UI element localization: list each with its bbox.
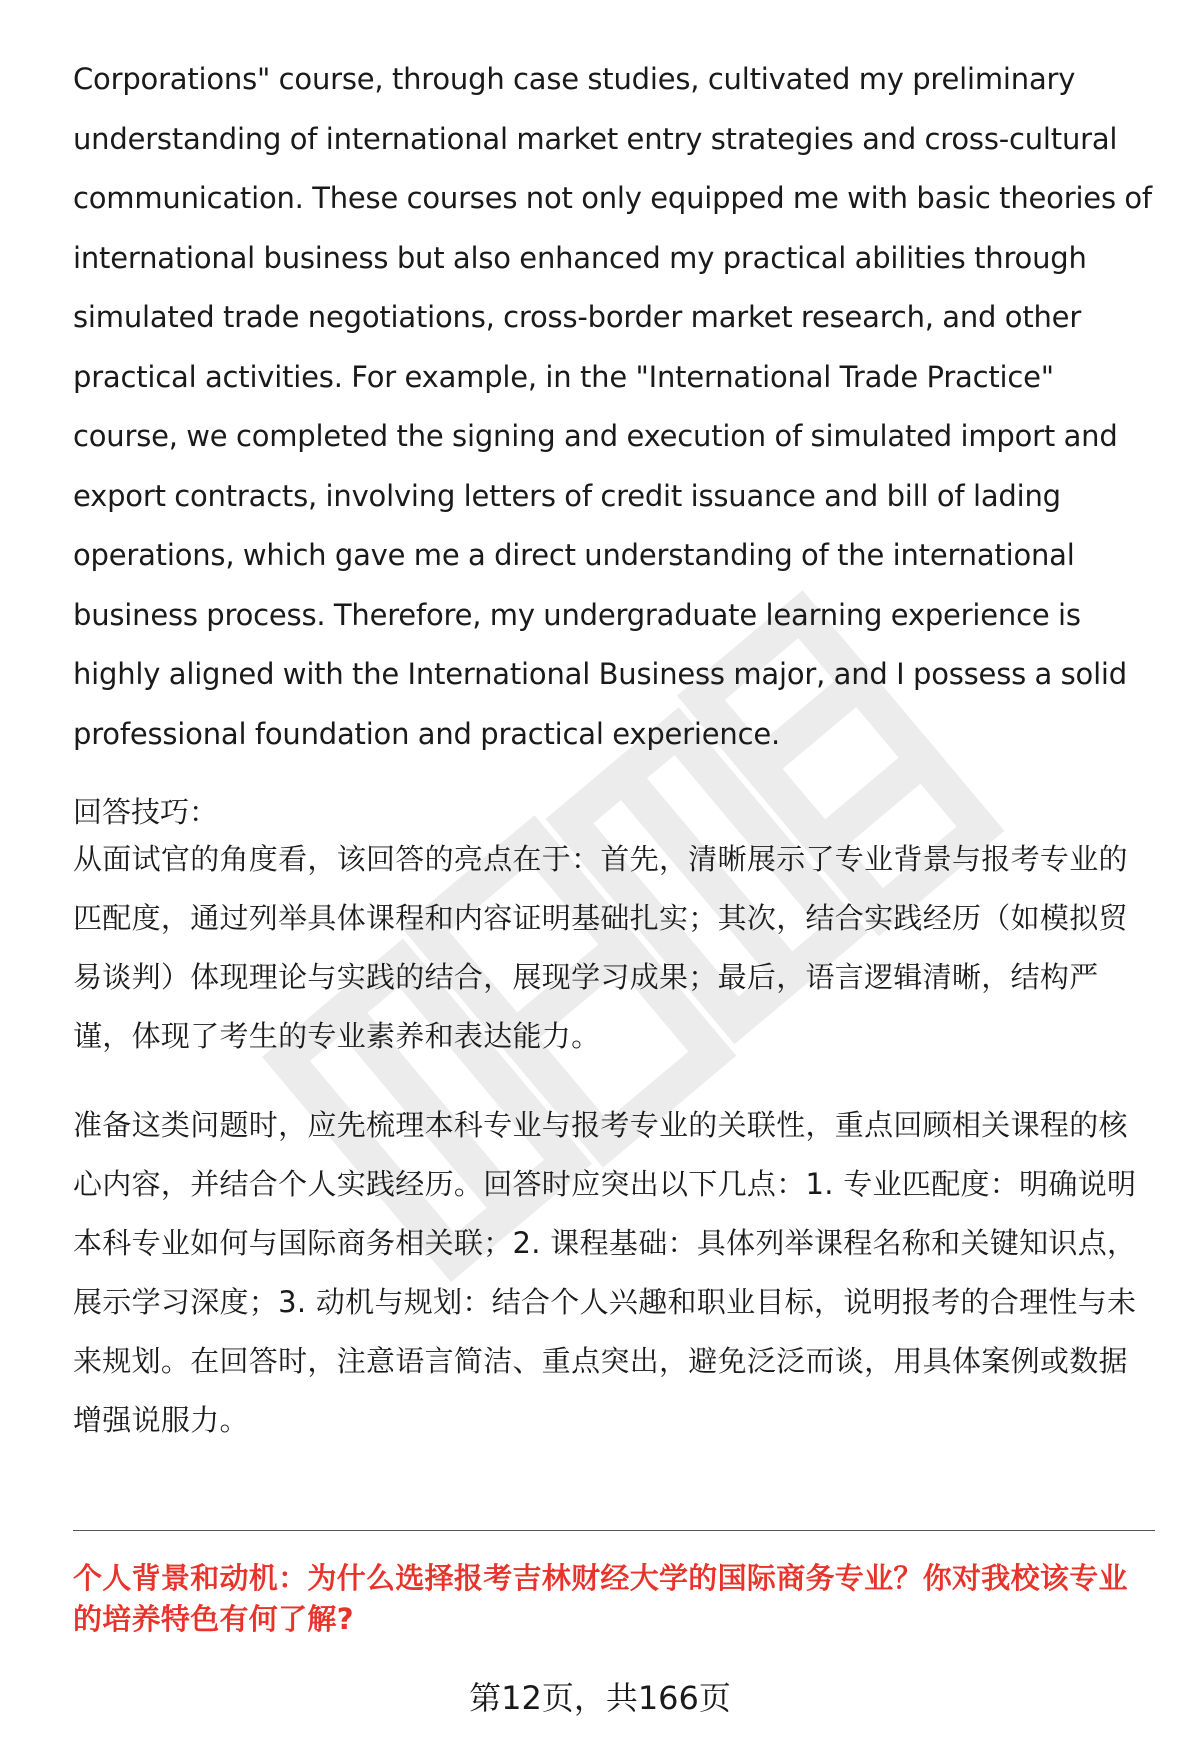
section-divider <box>73 1530 1155 1531</box>
main-content <box>73 50 1155 1450</box>
answer-tips-paragraph-1: 从面试官的角度看，该回答的亮点在于：首先，清晰展示了专业背景与报考专业的匹配度，通过列举具体课程和内容证明基础扎实；其次，结合实践经历（如模拟贸易谈判）体现理论与实践的结合，展现学习成果；最后，语言逻辑清晰，结构严谨，体现了考生的专业素养和表达能力。 <box>73 842 1128 1053</box>
answer-tips-heading: 回答技巧： <box>73 795 219 829</box>
next-question-heading: 个人背景和动机：为什么选择报考吉林财经大学的国际商务专业？你对我校该专业的培养特色有何了解? <box>73 1561 1128 1636</box>
answer-tips-paragraph-2: 准备这类问题时，应先梳理本科专业与报考专业的关联性，重点回顾相关课程的核心内容，并结合个人实践经历。回答时应突出以下几点：1. 专业匹配度：明确说明本科专业如何与国际商务相关联；2. 课程基础：具体列举课程名称和关键知识点，展示学习深度；3. 动机与规划：结合个人兴趣和职业目标，说明报考的合理性与未来规划。在回答时，注意语言简洁、重点突出，避免泛泛而谈，用具体案例或数据增强说服力。 <box>73 1108 1137 1437</box>
english-answer-paragraph: Corporations" course, through case studies, cultivated my preliminary understanding of international market entry strategies and cross-cultural communication. These courses not only equipped me with basic theories of international business but also enhanced my practical abilities through simulated trade negotiations, cross-border market research, and other practical activities. For example, in the "International Trade Practice" course, we completed the signing and execution of simulated import and export contracts, involving letters of credit issuance and bill of lading operations, which gave me a direct understanding of the international business process. Therefore, my undergraduate learning experience is highly aligned with the International Business major, and I possess a solid professional foundation and practical experience. <box>73 62 1152 751</box>
page-number-footer: 第12页，共166页 <box>469 1679 731 1717</box>
